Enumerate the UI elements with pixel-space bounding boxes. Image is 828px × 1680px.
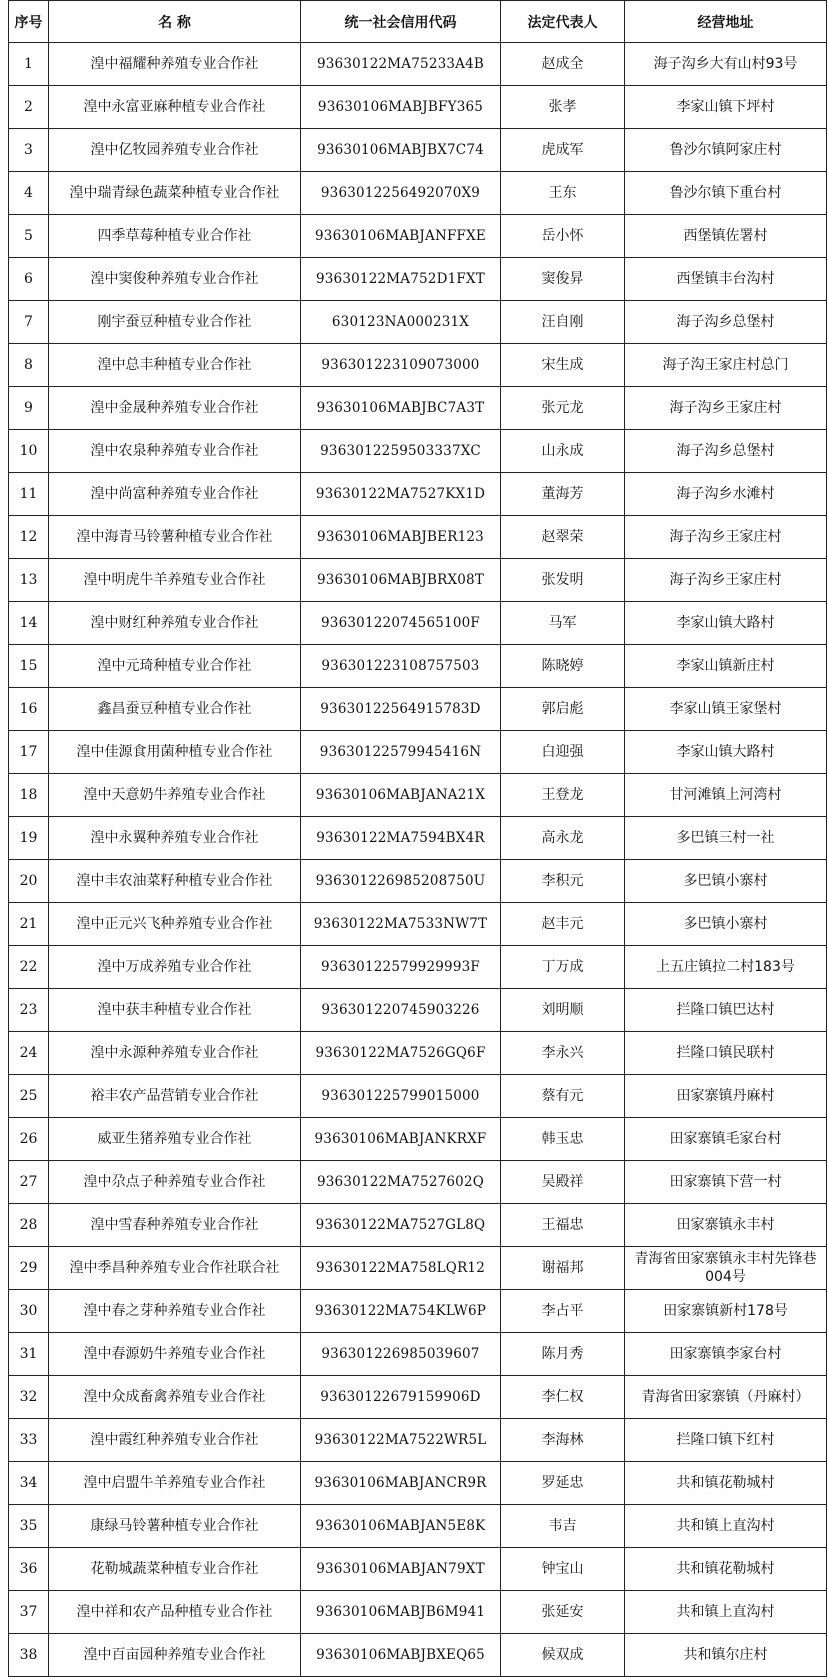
cell-legal-rep: 谢福邦 — [501, 1247, 625, 1290]
cell-credit-code: 936301226985208750U — [301, 860, 501, 903]
header-credit-code: 统一社会信用代码 — [301, 1, 501, 43]
table-row — [9, 1204, 827, 1247]
cell-name: 湟中启盟牛羊养殖专业合作社 — [49, 1462, 301, 1505]
cell-address: 田家寨镇毛家台村 — [625, 1118, 827, 1161]
cell-name: 湟中春之芽种养殖专业合作社 — [49, 1290, 301, 1333]
cell-address: 青海省田家寨镇永丰村先锋巷004号 — [625, 1247, 827, 1290]
cell-address: 田家寨镇李家台村 — [625, 1333, 827, 1376]
cell-name: 湟中霞红种养殖专业合作社 — [49, 1419, 301, 1462]
cell-address: 拦隆口镇民联村 — [625, 1032, 827, 1075]
cell-seq: 15 — [9, 645, 49, 688]
cell-credit-code: 9363012256492070X9 — [301, 172, 501, 215]
cell-address: 上五庄镇拉二村183号 — [625, 946, 827, 989]
cell-address: 拦隆口镇下红村 — [625, 1419, 827, 1462]
cell-name: 湟中财红种养殖专业合作社 — [49, 602, 301, 645]
cell-seq: 32 — [9, 1376, 49, 1419]
cell-legal-rep: 宋生成 — [501, 344, 625, 387]
cooperatives-table — [8, 0, 827, 1677]
cell-legal-rep: 陈晓婷 — [501, 645, 625, 688]
cell-seq: 4 — [9, 172, 49, 215]
cell-address: 多巴镇小寨村 — [625, 903, 827, 946]
cell-credit-code: 93630106MABJBFY365 — [301, 86, 501, 129]
cell-legal-rep: 李仁权 — [501, 1376, 625, 1419]
table-row — [9, 602, 827, 645]
cell-seq: 30 — [9, 1290, 49, 1333]
cell-credit-code: 93630122579945416N — [301, 731, 501, 774]
cell-legal-rep: 汪自刚 — [501, 301, 625, 344]
cell-credit-code: 93630122679159906D — [301, 1376, 501, 1419]
cell-credit-code: 936301226985039607 — [301, 1333, 501, 1376]
cell-address: 多巴镇三村一社 — [625, 817, 827, 860]
cell-credit-code: 93630122MA7522WR5L — [301, 1419, 501, 1462]
cell-legal-rep: 赵丰元 — [501, 903, 625, 946]
cell-legal-rep: 赵翠荣 — [501, 516, 625, 559]
cell-name: 湟中永富亚麻种植专业合作社 — [49, 86, 301, 129]
cell-name: 刚宇蚕豆种植专业合作社 — [49, 301, 301, 344]
cell-address: 田家寨镇下营一村 — [625, 1161, 827, 1204]
cell-name: 湟中天意奶牛养殖专业合作社 — [49, 774, 301, 817]
cell-seq: 1 — [9, 43, 49, 86]
table-row — [9, 344, 827, 387]
table-row — [9, 1333, 827, 1376]
cell-address: 李家山镇王家堡村 — [625, 688, 827, 731]
cell-seq: 22 — [9, 946, 49, 989]
table-row — [9, 1462, 827, 1505]
table-row — [9, 516, 827, 559]
cell-credit-code: 93630122074565100F — [301, 602, 501, 645]
cell-credit-code: 93630122MA75233A4B — [301, 43, 501, 86]
cell-legal-rep: 王东 — [501, 172, 625, 215]
cell-credit-code: 93630122MA7526GQ6F — [301, 1032, 501, 1075]
cell-credit-code: 93630122MA7527602Q — [301, 1161, 501, 1204]
cell-legal-rep: 蔡有元 — [501, 1075, 625, 1118]
cell-legal-rep: 候双成 — [501, 1634, 625, 1677]
cell-name: 湟中窦俊种养殖专业合作社 — [49, 258, 301, 301]
cell-credit-code: 93630106MABJAN79XT — [301, 1548, 501, 1591]
table-row — [9, 645, 827, 688]
cell-seq: 28 — [9, 1204, 49, 1247]
header-row — [9, 1, 827, 43]
cell-address: 西堡镇丰台沟村 — [625, 258, 827, 301]
cell-address: 鲁沙尔镇阿家庄村 — [625, 129, 827, 172]
table-row — [9, 1032, 827, 1075]
cell-seq: 7 — [9, 301, 49, 344]
cell-legal-rep: 李积元 — [501, 860, 625, 903]
cell-legal-rep: 刘明顺 — [501, 989, 625, 1032]
table-row — [9, 817, 827, 860]
cell-credit-code: 93630106MABJBER123 — [301, 516, 501, 559]
cell-seq: 33 — [9, 1419, 49, 1462]
table-row — [9, 129, 827, 172]
cell-seq: 29 — [9, 1247, 49, 1290]
cell-name: 湟中瑞青绿色蔬菜种植专业合作社 — [49, 172, 301, 215]
header-seq: 序号 — [9, 1, 49, 43]
table-row — [9, 430, 827, 473]
cell-legal-rep: 王福忠 — [501, 1204, 625, 1247]
cell-seq: 31 — [9, 1333, 49, 1376]
table-row — [9, 1075, 827, 1118]
cell-name: 湟中农泉种养殖专业合作社 — [49, 430, 301, 473]
cell-address: 海子沟王家庄村总门 — [625, 344, 827, 387]
cell-seq: 13 — [9, 559, 49, 602]
cell-address: 共和镇花勒城村 — [625, 1462, 827, 1505]
cell-name: 湟中尕点子种养殖专业合作社 — [49, 1161, 301, 1204]
cell-legal-rep: 王登龙 — [501, 774, 625, 817]
cell-legal-rep: 董海芳 — [501, 473, 625, 516]
table-header — [9, 1, 827, 43]
cell-name: 湟中永翼种养殖专业合作社 — [49, 817, 301, 860]
table-row — [9, 258, 827, 301]
cell-credit-code: 93630106MABJBRX08T — [301, 559, 501, 602]
cell-seq: 6 — [9, 258, 49, 301]
cell-name: 花勒城蔬菜种植专业合作社 — [49, 1548, 301, 1591]
cell-name: 湟中万成养殖专业合作社 — [49, 946, 301, 989]
table-row — [9, 301, 827, 344]
cell-address: 海子沟乡总堡村 — [625, 430, 827, 473]
cell-legal-rep: 高永龙 — [501, 817, 625, 860]
cell-credit-code: 93630106MABJAN5E8K — [301, 1505, 501, 1548]
cell-credit-code: 93630106MABJBC7A3T — [301, 387, 501, 430]
cell-address: 李家山镇大路村 — [625, 731, 827, 774]
cell-seq: 17 — [9, 731, 49, 774]
cell-seq: 36 — [9, 1548, 49, 1591]
cell-seq: 9 — [9, 387, 49, 430]
cell-seq: 8 — [9, 344, 49, 387]
cell-credit-code: 93630106MABJB6M941 — [301, 1591, 501, 1634]
cell-name: 湟中祥和农产品种植专业合作社 — [49, 1591, 301, 1634]
cell-address: 海子沟乡王家庄村 — [625, 559, 827, 602]
cell-seq: 21 — [9, 903, 49, 946]
cell-name: 湟中百亩园种养殖专业合作社 — [49, 1634, 301, 1677]
cell-credit-code: 93630122MA7594BX4R — [301, 817, 501, 860]
cell-seq: 24 — [9, 1032, 49, 1075]
cell-legal-rep: 李海林 — [501, 1419, 625, 1462]
cell-legal-rep: 陈月秀 — [501, 1333, 625, 1376]
cell-address: 田家寨镇丹麻村 — [625, 1075, 827, 1118]
cell-credit-code: 936301225799015000 — [301, 1075, 501, 1118]
cell-address: 青海省田家寨镇（丹麻村） — [625, 1376, 827, 1419]
cell-name: 湟中季昌种养殖专业合作社联合社 — [49, 1247, 301, 1290]
cell-seq: 11 — [9, 473, 49, 516]
table-row — [9, 473, 827, 516]
table-row — [9, 1290, 827, 1333]
table-row — [9, 903, 827, 946]
cell-name: 湟中总丰种植专业合作社 — [49, 344, 301, 387]
cell-address: 海子沟乡水滩村 — [625, 473, 827, 516]
table-row — [9, 860, 827, 903]
cell-name: 湟中明虎牛羊养殖专业合作社 — [49, 559, 301, 602]
cell-legal-rep: 韦吉 — [501, 1505, 625, 1548]
cell-seq: 18 — [9, 774, 49, 817]
cell-legal-rep: 李占平 — [501, 1290, 625, 1333]
cell-seq: 35 — [9, 1505, 49, 1548]
cell-legal-rep: 张延安 — [501, 1591, 625, 1634]
cell-name: 湟中亿牧园养殖专业合作社 — [49, 129, 301, 172]
cell-credit-code: 93630122MA7527KX1D — [301, 473, 501, 516]
cell-legal-rep: 罗延忠 — [501, 1462, 625, 1505]
cell-seq: 27 — [9, 1161, 49, 1204]
cell-seq: 10 — [9, 430, 49, 473]
cell-legal-rep: 钟宝山 — [501, 1548, 625, 1591]
cell-name: 湟中金晟种养殖专业合作社 — [49, 387, 301, 430]
cell-credit-code: 93630106MABJANA21X — [301, 774, 501, 817]
table-row — [9, 387, 827, 430]
cell-address: 共和镇花勒城村 — [625, 1548, 827, 1591]
table-row — [9, 1419, 827, 1462]
cell-seq: 5 — [9, 215, 49, 258]
cell-legal-rep: 韩玉忠 — [501, 1118, 625, 1161]
cell-seq: 2 — [9, 86, 49, 129]
cell-legal-rep: 虎成军 — [501, 129, 625, 172]
cell-name: 湟中永源种养殖专业合作社 — [49, 1032, 301, 1075]
cell-credit-code: 93630106MABJBX7C74 — [301, 129, 501, 172]
cell-name: 湟中雪春种养殖专业合作社 — [49, 1204, 301, 1247]
cell-seq: 38 — [9, 1634, 49, 1677]
cell-address: 西堡镇佐署村 — [625, 215, 827, 258]
cell-name: 湟中海青马铃薯种植专业合作社 — [49, 516, 301, 559]
cell-credit-code: 936301223109073000 — [301, 344, 501, 387]
table-row — [9, 43, 827, 86]
table-row — [9, 688, 827, 731]
cell-seq: 37 — [9, 1591, 49, 1634]
cell-legal-rep: 马军 — [501, 602, 625, 645]
cell-seq: 25 — [9, 1075, 49, 1118]
table-row — [9, 1247, 827, 1290]
cell-name: 康绿马铃薯种植专业合作社 — [49, 1505, 301, 1548]
cell-legal-rep: 张孝 — [501, 86, 625, 129]
cell-seq: 20 — [9, 860, 49, 903]
table-row — [9, 86, 827, 129]
cell-address: 海子沟乡王家庄村 — [625, 387, 827, 430]
table-row — [9, 774, 827, 817]
cell-credit-code: 93630122MA758LQR12 — [301, 1247, 501, 1290]
cell-address: 海子沟乡大有山村93号 — [625, 43, 827, 86]
cell-seq: 26 — [9, 1118, 49, 1161]
cell-address: 共和镇上直沟村 — [625, 1591, 827, 1634]
cell-name: 裕丰农产品营销专业合作社 — [49, 1075, 301, 1118]
cell-credit-code: 630123NA000231X — [301, 301, 501, 344]
table-row — [9, 1118, 827, 1161]
cell-address: 海子沟乡王家庄村 — [625, 516, 827, 559]
cell-legal-rep: 郭启彪 — [501, 688, 625, 731]
cell-name: 鑫昌蚕豆种植专业合作社 — [49, 688, 301, 731]
cell-seq: 14 — [9, 602, 49, 645]
table-row — [9, 1505, 827, 1548]
table-row — [9, 989, 827, 1032]
header-legal-rep: 法定代表人 — [501, 1, 625, 43]
header-address: 经营地址 — [625, 1, 827, 43]
cell-name: 湟中福耀种养殖专业合作社 — [49, 43, 301, 86]
cell-address: 多巴镇小寨村 — [625, 860, 827, 903]
table-body — [9, 43, 827, 1677]
cell-credit-code: 936301223108757503 — [301, 645, 501, 688]
table-row — [9, 1591, 827, 1634]
cell-address: 鲁沙尔镇下重台村 — [625, 172, 827, 215]
cell-name: 湟中元琦种植专业合作社 — [49, 645, 301, 688]
cell-legal-rep: 赵成全 — [501, 43, 625, 86]
table-row — [9, 215, 827, 258]
cell-address: 甘河滩镇上河湾村 — [625, 774, 827, 817]
table-row — [9, 1376, 827, 1419]
cell-credit-code: 93630106MABJANKRXF — [301, 1118, 501, 1161]
table-row — [9, 1634, 827, 1677]
cell-credit-code: 93630106MABJANCR9R — [301, 1462, 501, 1505]
cell-credit-code: 93630122564915783D — [301, 688, 501, 731]
cell-name: 威亚生猪养殖专业合作社 — [49, 1118, 301, 1161]
cell-name: 湟中佳源食用菌种植专业合作社 — [49, 731, 301, 774]
cell-address: 李家山镇新庄村 — [625, 645, 827, 688]
cell-seq: 23 — [9, 989, 49, 1032]
table-row — [9, 1548, 827, 1591]
table-row — [9, 946, 827, 989]
cell-legal-rep: 张发明 — [501, 559, 625, 602]
cell-address: 田家寨镇永丰村 — [625, 1204, 827, 1247]
cell-name: 湟中获丰种植专业合作社 — [49, 989, 301, 1032]
cell-legal-rep: 张元龙 — [501, 387, 625, 430]
cell-credit-code: 93630122MA752D1FXT — [301, 258, 501, 301]
cell-name: 湟中春源奶牛养殖专业合作社 — [49, 1333, 301, 1376]
cell-legal-rep: 岳小怀 — [501, 215, 625, 258]
cell-credit-code: 93630106MABJBXEQ65 — [301, 1634, 501, 1677]
table-row — [9, 559, 827, 602]
cell-credit-code: 93630122MA754KLW6P — [301, 1290, 501, 1333]
header-name: 名 称 — [49, 1, 301, 43]
cell-seq: 12 — [9, 516, 49, 559]
cell-seq: 16 — [9, 688, 49, 731]
cell-credit-code: 93630122579929993F — [301, 946, 501, 989]
cell-name: 湟中丰农油菜籽种植专业合作社 — [49, 860, 301, 903]
cell-credit-code: 93630122MA7527GL8Q — [301, 1204, 501, 1247]
cell-seq: 3 — [9, 129, 49, 172]
table-row — [9, 172, 827, 215]
cell-address: 海子沟乡总堡村 — [625, 301, 827, 344]
cell-address: 拦隆口镇巴达村 — [625, 989, 827, 1032]
cell-credit-code: 93630122MA7533NW7T — [301, 903, 501, 946]
cell-credit-code: 936301220745903226 — [301, 989, 501, 1032]
cell-legal-rep: 吴殿祥 — [501, 1161, 625, 1204]
cell-address: 共和镇尔庄村 — [625, 1634, 827, 1677]
cell-name: 湟中众成畜禽养殖专业合作社 — [49, 1376, 301, 1419]
cell-legal-rep: 窦俊昇 — [501, 258, 625, 301]
cell-name: 四季草莓种植专业合作社 — [49, 215, 301, 258]
cell-address: 李家山镇大路村 — [625, 602, 827, 645]
cell-legal-rep: 白迎强 — [501, 731, 625, 774]
cell-credit-code: 9363012259503337XC — [301, 430, 501, 473]
cell-legal-rep: 山永成 — [501, 430, 625, 473]
cell-name: 湟中正元兴飞种养殖专业合作社 — [49, 903, 301, 946]
cell-address: 李家山镇下坪村 — [625, 86, 827, 129]
cell-name: 湟中尚富种养殖专业合作社 — [49, 473, 301, 516]
table-row — [9, 1161, 827, 1204]
cell-legal-rep: 李永兴 — [501, 1032, 625, 1075]
cell-seq: 19 — [9, 817, 49, 860]
cell-legal-rep: 丁万成 — [501, 946, 625, 989]
cell-address: 田家寨镇新村178号 — [625, 1290, 827, 1333]
cell-seq: 34 — [9, 1462, 49, 1505]
table-row — [9, 731, 827, 774]
cell-credit-code: 93630106MABJANFFXE — [301, 215, 501, 258]
cell-address: 共和镇上直沟村 — [625, 1505, 827, 1548]
